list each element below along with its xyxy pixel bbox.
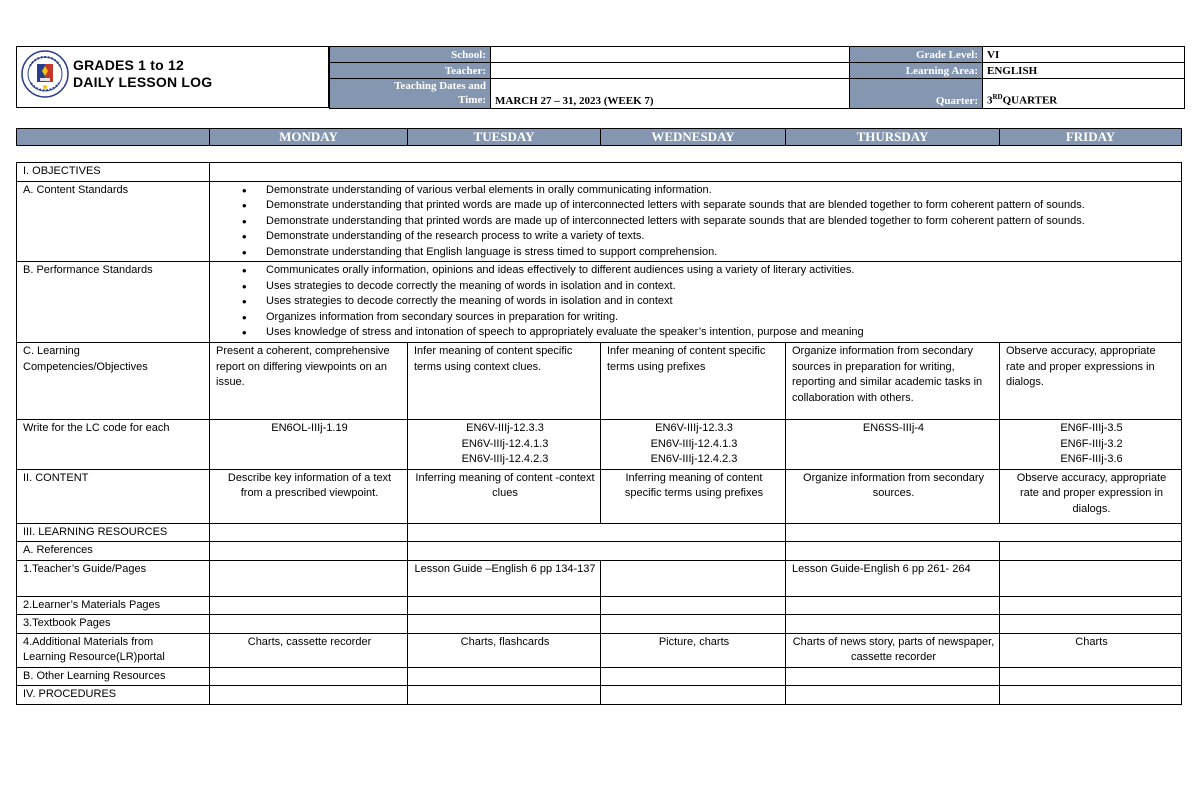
additional-monday: Charts, cassette recorder xyxy=(210,633,408,667)
competencies-label xyxy=(17,343,210,420)
deped-seal-icon xyxy=(21,50,69,98)
teacher-value xyxy=(491,63,850,79)
competency-wednesday: Infer meaning of content specific terms using prefixes xyxy=(601,343,786,420)
table-cell xyxy=(1000,542,1182,561)
objectives-label: I. OBJECTIVES xyxy=(17,163,210,182)
other-resources-label: B. Other Learning Resources xyxy=(17,667,210,686)
table-cell xyxy=(408,615,601,634)
learning-resources-label: III. LEARNING RESOURCES xyxy=(17,523,210,542)
table-cell xyxy=(786,523,1182,542)
table-cell xyxy=(408,542,786,561)
lc-code: EN6F-IIIj-3.6 xyxy=(1060,453,1123,465)
teaching-dates-label-line-2: Time: xyxy=(458,94,486,106)
performance-standards-list xyxy=(240,263,1177,341)
content-standards-label: A. Content Standards xyxy=(17,181,210,262)
objectives-cell xyxy=(210,163,1182,182)
content-standards-cell xyxy=(210,181,1182,262)
lc-code: EN6OL-IIIj-1.19 xyxy=(271,422,348,434)
title-line-2: DAILY LESSON LOG xyxy=(73,74,213,90)
table-cell xyxy=(786,615,1000,634)
teachers-guide-thursday: Lesson Guide-English 6 pp 261- 264 xyxy=(786,560,1000,596)
table-cell xyxy=(408,596,601,615)
teachers-guide-tuesday: Lesson Guide –English 6 pp 134-137 xyxy=(408,560,601,596)
table-cell xyxy=(210,686,408,705)
table-cell xyxy=(1000,667,1182,686)
lc-code-friday xyxy=(1000,420,1182,470)
competency-friday: Observe accuracy, appropriate rate and proper expressions in dialogs. xyxy=(1000,343,1182,420)
teachers-guide-label: 1.Teacher’s Guide/Pages xyxy=(17,560,210,596)
list-item: • Organizes information from secondary sources in preparation for writing. xyxy=(240,310,1177,326)
competency-monday: Present a coherent, comprehensive report on differing viewpoints on an issue. xyxy=(210,343,408,420)
learning-area-label: Learning Area: xyxy=(850,63,983,79)
learning-area-value: ENGLISH xyxy=(983,63,1185,79)
table-cell xyxy=(210,667,408,686)
procedures-label: IV. PROCEDURES xyxy=(17,686,210,705)
weekday-header xyxy=(16,128,1182,146)
lc-code: EN6V-IIIj-12.4.1.3 xyxy=(650,437,738,450)
list-item: • Uses strategies to decode correctly the meaning of words in isolation and in context xyxy=(240,294,1177,310)
performance-standards-label: B. Performance Standards xyxy=(17,262,210,343)
lesson-log-table xyxy=(16,162,1182,705)
competencies-label-line-2: Competencies/Objectives xyxy=(23,360,148,373)
quarter-value xyxy=(983,79,1185,109)
day-wednesday: WEDNESDAY xyxy=(601,129,786,146)
additional-materials-label-line-1: 4.Additional Materials from xyxy=(23,635,154,648)
teaching-dates-label-line-1: Teaching Dates and xyxy=(394,80,486,92)
content-tuesday: Inferring meaning of content -context clues xyxy=(408,469,601,523)
list-item: • Demonstrate understanding of the research process to write a variety of texts. xyxy=(240,229,1177,245)
lc-code-wednesday xyxy=(601,420,786,470)
table-cell xyxy=(210,542,408,561)
quarter-label: Quarter: xyxy=(850,79,983,109)
list-item: • Uses knowledge of stress and intonation of speech to appropriately evaluate the speaker’s intention, purpose and meaning xyxy=(240,325,1177,341)
table-cell xyxy=(786,667,1000,686)
lc-code: EN6V-IIIj-12.3.3 xyxy=(655,422,733,434)
additional-materials-label xyxy=(17,633,210,667)
grade-level-value: VI xyxy=(983,47,1185,63)
lc-code-monday xyxy=(210,420,408,470)
content-standards-list xyxy=(240,183,1177,261)
lc-code-label: Write for the LC code for each xyxy=(17,420,210,470)
content-friday: Observe accuracy, appropriate rate and proper expression in dialogs. xyxy=(1000,469,1182,523)
table-cell xyxy=(786,686,1000,705)
competency-thursday: Organize information from secondary sources in preparation for writing, reporting and similar academic tasks in collaboration with others. xyxy=(786,343,1000,420)
list-item: • Demonstrate understanding that English language is stress timed to support comprehension. xyxy=(240,245,1177,261)
header-info-table xyxy=(329,46,1185,109)
table-cell xyxy=(1000,686,1182,705)
performance-standards-cell xyxy=(210,262,1182,343)
content-monday: Describe key information of a text from a prescribed viewpoint. xyxy=(210,469,408,523)
teachers-guide-monday xyxy=(210,560,408,596)
list-item: • Demonstrate understanding that printed words are made up of interconnected letters with separate sounds that are blended together to form coherent pattern of sounds. xyxy=(240,214,1177,230)
table-cell xyxy=(786,596,1000,615)
day-monday: MONDAY xyxy=(210,129,408,146)
competencies-label-line-1: C. Learning xyxy=(23,345,80,357)
table-cell xyxy=(210,596,408,615)
teachers-guide-friday xyxy=(1000,560,1182,596)
table-cell xyxy=(408,667,601,686)
table-cell xyxy=(210,615,408,634)
school-value xyxy=(491,47,850,63)
additional-wednesday: Picture, charts xyxy=(601,633,786,667)
list-item: • Communicates orally information, opinions and ideas effectively to different audiences using a variety of literary activities. xyxy=(240,263,1177,279)
table-cell xyxy=(601,615,786,634)
day-tuesday: TUESDAY xyxy=(408,129,601,146)
title-line-1: GRADES 1 to 12 xyxy=(73,57,184,73)
grade-level-label: Grade Level: xyxy=(850,47,983,63)
weekday-header-blank xyxy=(17,129,210,146)
table-cell xyxy=(1000,615,1182,634)
teaching-dates-label xyxy=(330,79,491,109)
school-label: School: xyxy=(330,47,491,63)
teaching-dates-value: MARCH 27 – 31, 2023 (WEEK 7) xyxy=(491,79,850,109)
additional-materials-label-line-2: Learning Resource(LR)portal xyxy=(23,651,165,663)
list-item: • Demonstrate understanding of various verbal elements in orally communicating information. xyxy=(240,183,1177,199)
learners-materials-label: 2.Learner’s Materials Pages xyxy=(17,596,210,615)
quarter-suffix: RD xyxy=(992,93,1003,102)
lc-code: EN6V-IIIj-12.4.2.3 xyxy=(650,453,738,465)
additional-thursday: Charts of news story, parts of newspaper, cassette recorder xyxy=(786,633,1000,667)
lc-code: EN6V-IIIj-12.3.3 xyxy=(466,422,544,434)
log-title-block xyxy=(16,46,329,108)
quarter-word: QUARTER xyxy=(1002,95,1058,107)
day-friday: FRIDAY xyxy=(1000,129,1182,146)
quarter-number: 3 xyxy=(987,95,993,107)
lc-code: EN6F-IIIj-3.5 xyxy=(1060,422,1123,434)
competency-tuesday: Infer meaning of content specific terms using context clues. xyxy=(408,343,601,420)
additional-friday: Charts xyxy=(1000,633,1182,667)
list-item: • Demonstrate understanding that printed words are made up of interconnected letters with separate sounds that are blended together to form coherent pattern of sounds. xyxy=(240,198,1177,214)
teacher-label: Teacher: xyxy=(330,63,491,79)
content-thursday: Organize information from secondary sources. xyxy=(786,469,1000,523)
table-cell xyxy=(601,596,786,615)
table-cell xyxy=(1000,596,1182,615)
table-cell xyxy=(601,686,786,705)
teachers-guide-wednesday xyxy=(601,560,786,596)
references-label: A. References xyxy=(17,542,210,561)
table-cell xyxy=(786,542,1000,561)
day-thursday: THURSDAY xyxy=(786,129,1000,146)
table-cell xyxy=(210,523,408,542)
textbook-label: 3.Textbook Pages xyxy=(17,615,210,634)
list-item: • Uses strategies to decode correctly the meaning of words in isolation and in context. xyxy=(240,279,1177,295)
content-wednesday: Inferring meaning of content specific terms using prefixes xyxy=(601,469,786,523)
lc-code: EN6SS-IIIj-4 xyxy=(862,422,925,434)
table-cell xyxy=(408,686,601,705)
lc-code-thursday xyxy=(786,420,1000,470)
content-label: II. CONTENT xyxy=(17,469,210,523)
additional-tuesday: Charts, flashcards xyxy=(408,633,601,667)
table-cell xyxy=(601,667,786,686)
lc-code: EN6V-IIIj-12.4.1.3 xyxy=(461,437,549,450)
lc-code: EN6V-IIIj-12.4.2.3 xyxy=(461,453,549,465)
lc-code-tuesday xyxy=(408,420,601,470)
lc-code: EN6F-IIIj-3.2 xyxy=(1060,437,1123,450)
table-cell xyxy=(408,523,786,542)
